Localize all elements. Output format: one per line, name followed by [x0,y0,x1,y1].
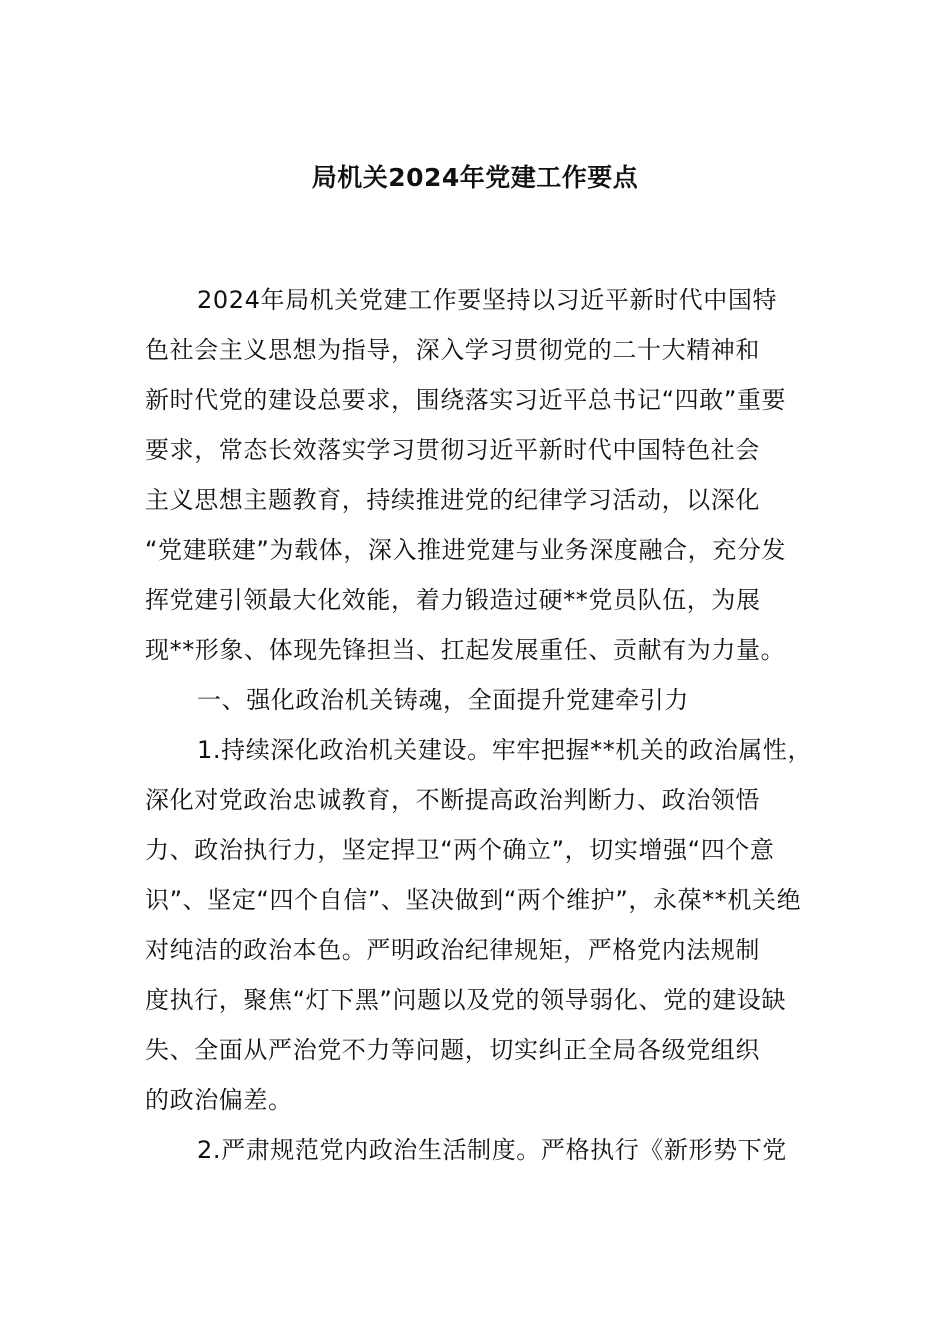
paragraph-line: 识”、坚定“四个自信”、坚决做到“两个维护”，永葆**机关绝 [145,886,802,914]
paragraph-line: 要求，常态长效落实学习贯彻习近平新时代中国特色社会 [145,436,760,464]
paragraph-line: 色社会主义思想为指导，深入学习贯彻党的二十大精神和 [145,336,760,364]
paragraph-line: 2024年局机关党建工作要坚持以习近平新时代中国特 [197,286,778,314]
paragraph-line: 失、全面从严治党不力等问题，切实纠正全局各级党组织 [145,1036,760,1064]
paragraph-line: 挥党建引领最大化效能，着力锻造过硬**党员队伍，为展 [145,586,761,614]
paragraph-line: 对纯洁的政治本色。严明政治纪律规矩，严格党内法规制 [145,936,760,964]
paragraph-line: “党建联建”为载体，深入推进党建与业务深度融合，充分发 [145,536,787,564]
paragraph-line: 深化对党政治忠诚教育，不断提高政治判断力、政治领悟 [145,786,760,814]
section-heading: 一、强化政治机关铸魂，全面提升党建牵引力 [197,686,689,714]
paragraph-line: 主义思想主题教育，持续推进党的纪律学习活动，以深化 [145,486,760,514]
paragraph-line: 1.持续深化政治机关建设。牢牢把握**机关的政治属性， [197,736,813,764]
paragraph-line: 的政治偏差。 [145,1086,293,1114]
paragraph-line: 新时代党的建设总要求，围绕落实习近平总书记“四敢”重要 [145,386,787,414]
paragraph-line: 现**形象、体现先锋担当、扛起发展重任、贡献有为力量。 [145,636,786,664]
document-title: 局机关2024年党建工作要点 [311,163,639,192]
paragraph-line: 2.严肃规范党内政治生活制度。严格执行《新形势下党 [197,1136,787,1164]
paragraph-line: 力、政治执行力，坚定捍卫“两个确立”，切实增强“四个意 [145,836,775,864]
paragraph-line: 度执行，聚焦“灯下黑”问题以及党的领导弱化、党的建设缺 [145,986,787,1014]
